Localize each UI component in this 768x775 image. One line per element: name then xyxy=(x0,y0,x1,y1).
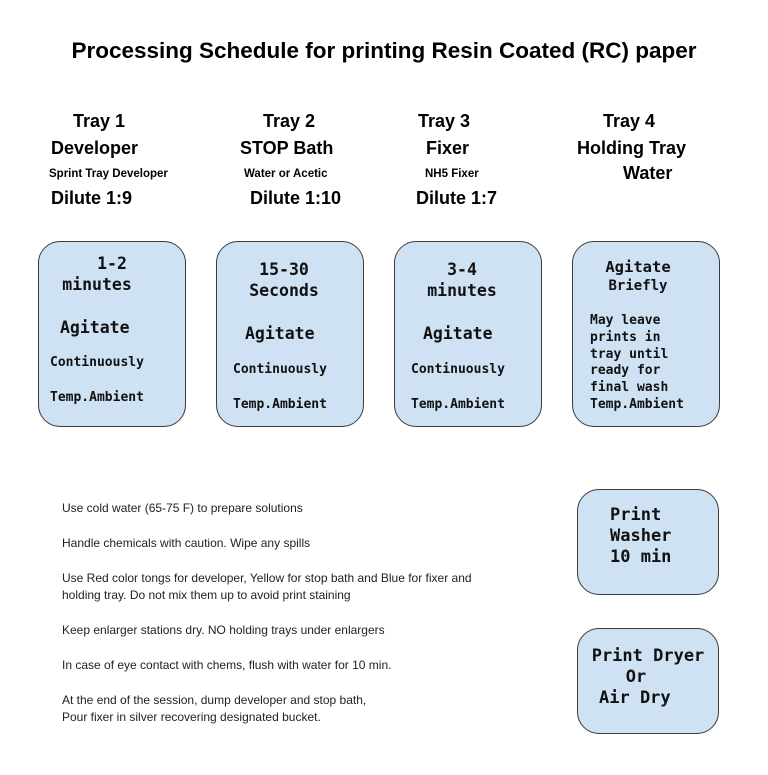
instruction-handle-chemicals: Handle chemicals with caution. Wipe any spills xyxy=(62,536,311,550)
tray-1-label: Tray 1 xyxy=(73,111,126,131)
tray-1-dilution: Dilute 1:9 xyxy=(51,188,133,208)
tray-3-time-unit: minutes xyxy=(427,281,497,300)
tray-2-name: STOP Bath xyxy=(240,138,334,158)
tray-3-agitate-mode: Continuously xyxy=(411,362,505,377)
tray-4-note-line: May leave xyxy=(590,313,661,328)
tray-2-dilution: Dilute 1:10 xyxy=(250,188,342,208)
tray-4-chemical: Water xyxy=(623,163,673,183)
tray-4-label: Tray 4 xyxy=(603,111,656,131)
tray-4-note-line: ready for xyxy=(590,363,661,379)
print-washer-line: Washer xyxy=(610,526,672,546)
tray-2-time-unit: Seconds xyxy=(249,281,319,300)
tray-1-time-value: 1-2 xyxy=(97,254,127,273)
instruction-eye-contact: In case of eye contact with chems, flush with water for 10 min. xyxy=(62,658,392,672)
tray-2-time-value: 15-30 xyxy=(259,260,309,279)
tray-4-agitate: Agitate xyxy=(605,258,671,276)
tray-4-agitate-mode: Briefly xyxy=(608,278,668,294)
tray-2-agitate: Agitate xyxy=(245,324,315,343)
tray-2-label: Tray 2 xyxy=(263,111,316,131)
instruction-tongs-line-1: Use Red color tongs for developer, Yellow for stop bath and Blue for fixer and xyxy=(62,571,472,585)
print-washer-text xyxy=(610,505,671,568)
tray-2-temp: Temp.Ambient xyxy=(233,397,327,412)
tray-1-chemical: Sprint Tray Developer xyxy=(49,168,168,180)
page-title: Processing Schedule for printing Resin Coated (RC) paper xyxy=(71,38,697,63)
tray-3-agitate: Agitate xyxy=(423,324,493,343)
print-washer-line: 10 min xyxy=(610,547,672,567)
tray-4-note-line: final wash xyxy=(590,380,669,396)
tray-3-chemical: NH5 Fixer xyxy=(425,168,479,180)
instruction-tongs-line-2: holding tray. Do not mix them up to avoid print staining xyxy=(62,588,351,602)
tray-3-time-value: 3-4 xyxy=(447,260,477,279)
print-washer-line: Print xyxy=(610,505,662,525)
tray-3-label: Tray 3 xyxy=(418,111,471,131)
tray-4-note-line: tray until xyxy=(590,346,669,362)
instruction-end-session-line-1: At the end of the session, dump developer and stop bath, xyxy=(62,693,367,707)
tray-4-note-line: prints in xyxy=(590,329,661,345)
tray-3-temp: Temp.Ambient xyxy=(411,397,505,412)
tray-1-agitate: Agitate xyxy=(60,318,130,337)
tray-1-temp: Temp.Ambient xyxy=(50,390,144,405)
instruction-cold-water: Use cold water (65-75 F) to prepare solutions xyxy=(62,501,303,515)
tray-1-time-unit: minutes xyxy=(62,275,132,294)
tray-2-chemical: Water or Acetic xyxy=(244,168,328,180)
tray-3-name: Fixer xyxy=(426,138,470,158)
instruction-end-session-line-2: Pour fixer in silver recovering designated bucket. xyxy=(62,710,321,724)
tray-4-note xyxy=(590,313,684,414)
tray-1-agitate-mode: Continuously xyxy=(50,355,144,370)
tray-4-temp: Temp.Ambient xyxy=(590,396,684,412)
print-dryer-line-3: Air Dry xyxy=(599,688,671,708)
tray-2-agitate-mode: Continuously xyxy=(233,362,327,377)
instruction-enlarger-dry: Keep enlarger stations dry. NO holding trays under enlargers xyxy=(62,623,385,637)
tray-1-name: Developer xyxy=(51,138,139,158)
print-dryer-line-1: Print Dryer xyxy=(591,646,705,666)
tray-3-dilution: Dilute 1:7 xyxy=(416,188,498,208)
print-dryer-line-2: Or xyxy=(625,667,647,687)
tray-4-name: Holding Tray xyxy=(577,138,687,158)
